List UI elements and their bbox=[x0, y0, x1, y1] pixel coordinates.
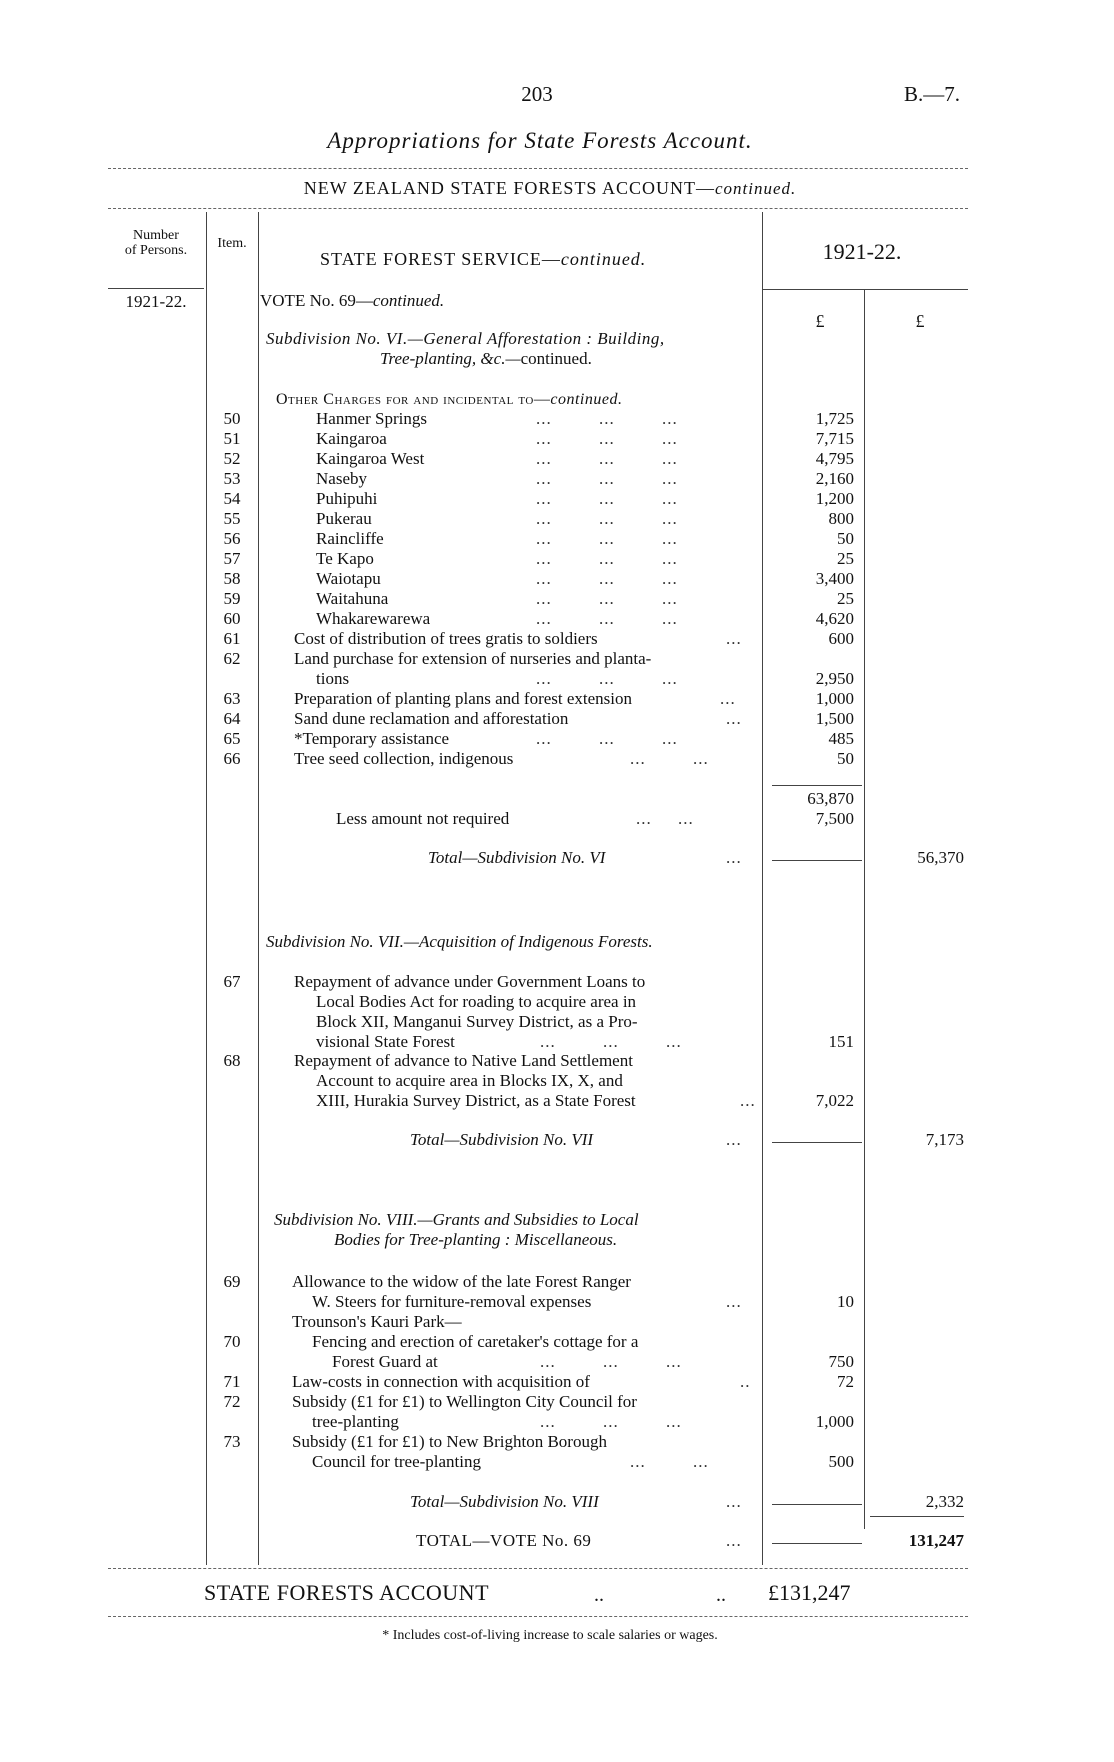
item-number: 52 bbox=[223, 449, 241, 468]
subtitle-rule bbox=[108, 208, 968, 209]
persons-header-rule bbox=[108, 288, 204, 289]
subdivision-6-total-label: Total—Subdivision No. VI bbox=[428, 848, 606, 867]
item-amount: 600 bbox=[828, 629, 854, 648]
subdivision-7-heading: Subdivision No. VII.—Acquisition of Indigenous Forests. bbox=[266, 932, 653, 951]
persons-column-header: Number of Persons. bbox=[124, 228, 188, 258]
item-description: Whakarewarewa bbox=[316, 609, 431, 628]
page-title: Appropriations for State Forests Account. bbox=[327, 128, 753, 153]
total-column-rule bbox=[864, 289, 865, 1529]
item-number: 70 bbox=[223, 1332, 241, 1351]
item-amount: 2,950 bbox=[815, 669, 854, 688]
item-column-rule bbox=[258, 212, 259, 1565]
item-amount: 1,500 bbox=[815, 709, 854, 728]
account-total-dots-right: .. bbox=[716, 1584, 726, 1606]
item-description: Preparation of planting plans and forest extension bbox=[294, 689, 633, 708]
item-description: Raincliffe bbox=[316, 529, 384, 548]
leader-dots: ... ... ... bbox=[540, 1412, 682, 1431]
item-amount: 7,022 bbox=[815, 1091, 854, 1110]
subdivision-6-subtotal: 63,870 bbox=[807, 789, 854, 808]
account-total-amount: £131,247 bbox=[768, 1580, 851, 1605]
item-description-line: Repayment of advance to Native Land Settlement bbox=[294, 1051, 633, 1070]
item-description: Kaingaroa bbox=[316, 429, 387, 448]
item-amount: 50 bbox=[837, 529, 854, 548]
leader-dots: ... ... ... bbox=[536, 729, 678, 748]
item-number: 56 bbox=[223, 529, 241, 548]
item-amount: 10 bbox=[837, 1292, 854, 1311]
less-amount-label: Less amount not required bbox=[336, 809, 510, 828]
item-number: 50 bbox=[223, 409, 241, 428]
item-description-line: Repayment of advance under Government Loans to bbox=[294, 972, 646, 991]
item-number: 58 bbox=[223, 569, 241, 588]
item-number: 65 bbox=[223, 729, 241, 748]
item-number: 69 bbox=[223, 1272, 241, 1291]
leader-dots: ... ... ... bbox=[536, 469, 678, 488]
item-description-line: Account to acquire area in Blocks IX, X, and bbox=[316, 1071, 623, 1090]
item-description-line: tree-planting bbox=[312, 1412, 399, 1431]
amount-column-rule bbox=[762, 212, 763, 1565]
item-description-line: Forest Guard at bbox=[332, 1352, 438, 1371]
item-amount: 3,400 bbox=[815, 569, 854, 588]
item-amount: 4,795 bbox=[815, 449, 854, 468]
subdivision-6-heading-cont: Tree-planting, &c.—continued. bbox=[380, 349, 592, 368]
item-description-line: Law-costs in connection with acquisition of bbox=[292, 1372, 590, 1391]
pound-sign-amounts: £ bbox=[815, 311, 825, 331]
item-amount: 1,000 bbox=[815, 689, 854, 708]
item-amount: 50 bbox=[837, 749, 854, 768]
account-total-rule-top bbox=[108, 1568, 968, 1569]
item-description: Cost of distribution of trees gratis to soldiers bbox=[294, 629, 598, 648]
item-number: 51 bbox=[223, 429, 241, 448]
item-number: 53 bbox=[223, 469, 241, 488]
subdivision-7-total-label: Total—Subdivision No. VII bbox=[410, 1130, 594, 1149]
item-number: 60 bbox=[223, 609, 241, 628]
leader-dots: ... ... ... bbox=[540, 1352, 682, 1371]
item-description-line: visional State Forest bbox=[316, 1032, 455, 1051]
item-number: 67 bbox=[223, 972, 241, 991]
item-description-line: Fencing and erection of caretaker's cottage for a bbox=[312, 1332, 639, 1351]
item-description: *Temporary assistance bbox=[294, 729, 450, 748]
service-column-header: STATE FOREST SERVICE—continued. bbox=[320, 249, 647, 269]
item-description: Waitahuna bbox=[316, 589, 389, 608]
leader-dots: ... ... ... bbox=[536, 409, 678, 428]
persons-year: 1921-22. bbox=[125, 292, 187, 311]
item-description: Tree seed collection, indigenous bbox=[294, 749, 514, 768]
item-number: 61 bbox=[223, 629, 241, 648]
item-number: 55 bbox=[223, 509, 241, 528]
item-amount: 25 bbox=[837, 549, 854, 568]
title-rule bbox=[108, 168, 968, 169]
item-column-header: Item. bbox=[217, 236, 247, 251]
item-description-line: Local Bodies Act for roading to acquire area in bbox=[316, 992, 637, 1011]
leader-dots: ... ... ... bbox=[536, 589, 678, 608]
vote-total-dots: ... bbox=[726, 1531, 742, 1550]
leader-dots: ... ... ... bbox=[536, 429, 678, 448]
item-description: Sand dune reclamation and afforestation bbox=[294, 709, 569, 728]
leader-dots: ... bbox=[726, 709, 742, 728]
item-description: Kaingaroa West bbox=[316, 449, 425, 468]
item-number: 73 bbox=[223, 1432, 241, 1451]
less-amount-value: 7,500 bbox=[815, 809, 854, 828]
item-amount: 25 bbox=[837, 589, 854, 608]
item-amount: 800 bbox=[828, 509, 854, 528]
vote-heading: VOTE No. 69—continued. bbox=[260, 291, 445, 310]
item-number: 68 bbox=[223, 1051, 241, 1070]
leader-dots: ... ... ... bbox=[540, 1032, 682, 1051]
subdivision-8-total-dots: ... bbox=[726, 1492, 742, 1511]
item-description: Te Kapo bbox=[316, 549, 374, 568]
leader-dots: ... ... ... bbox=[536, 549, 678, 568]
item-number: 64 bbox=[223, 709, 241, 728]
item-amount: 151 bbox=[828, 1032, 854, 1051]
subdivision-6-total-dots: ... bbox=[726, 848, 742, 867]
leader-dots: .. bbox=[740, 1372, 751, 1391]
item-amount: 1,725 bbox=[815, 409, 854, 428]
item-description: Land purchase for extension of nurseries and planta- bbox=[294, 649, 652, 668]
item-amount: 485 bbox=[828, 729, 854, 748]
subdivision-8-total: 2,332 bbox=[925, 1492, 964, 1511]
item-description-line: W. Steers for furniture-removal expenses bbox=[312, 1292, 592, 1311]
item-description: Waiotapu bbox=[316, 569, 381, 588]
subdivision-7-total-dots: ... bbox=[726, 1130, 742, 1149]
leader-dots: ... ... bbox=[630, 749, 709, 768]
item-description: Naseby bbox=[316, 469, 367, 488]
leader-dots: ... bbox=[720, 689, 736, 708]
item-number: 59 bbox=[223, 589, 241, 608]
subdivision-8-heading: Subdivision No. VIII.—Grants and Subsidies to Local bbox=[274, 1210, 639, 1229]
item-amount: 7,715 bbox=[815, 429, 854, 448]
item-number: 66 bbox=[223, 749, 241, 768]
item-number: 57 bbox=[223, 549, 241, 568]
vote-total-amount: 131,247 bbox=[908, 1531, 964, 1550]
subdivision-6-total: 56,370 bbox=[917, 848, 964, 867]
item-amount: 500 bbox=[828, 1452, 854, 1471]
year-header-rule bbox=[762, 289, 968, 290]
leader-dots: ... ... ... bbox=[536, 529, 678, 548]
item-number: 63 bbox=[223, 689, 241, 708]
item-number: 71 bbox=[223, 1372, 241, 1391]
vote-total-rule-top bbox=[870, 1516, 964, 1517]
less-amount-dots: ... ... bbox=[636, 809, 694, 828]
leader-dots: ... bbox=[726, 629, 742, 648]
item-amount: 4,620 bbox=[815, 609, 854, 628]
persons-column-rule bbox=[206, 212, 207, 1565]
leader-dots: ... ... ... bbox=[536, 509, 678, 528]
leader-dots: ... ... ... bbox=[536, 569, 678, 588]
leader-dots: ... bbox=[726, 1292, 742, 1311]
subdivision-6-total-rule bbox=[772, 860, 862, 861]
page-number: 203 bbox=[521, 82, 553, 106]
item-description-line: Block XII, Manganui Survey District, as a Pro- bbox=[316, 1012, 638, 1031]
item-description-line: Trounson's Kauri Park— bbox=[292, 1312, 462, 1331]
vote-total-amount-rule bbox=[772, 1543, 862, 1544]
item-amount: 750 bbox=[828, 1352, 854, 1371]
subdivision-8-heading-cont: Bodies for Tree-planting : Miscellaneous. bbox=[334, 1230, 618, 1249]
document-reference: B.—7. bbox=[904, 82, 961, 106]
footnote: * Includes cost-of-living increase to scale salaries or wages. bbox=[382, 1628, 718, 1643]
item-description-line: Allowance to the widow of the late Forest Ranger bbox=[292, 1272, 631, 1291]
pound-sign-totals: £ bbox=[915, 311, 925, 331]
item-description: Pukerau bbox=[316, 509, 372, 528]
item-amount: 2,160 bbox=[815, 469, 854, 488]
account-total-label: STATE FORESTS ACCOUNT bbox=[204, 1580, 490, 1605]
leader-dots: ... ... ... bbox=[536, 449, 678, 468]
leader-dots: ... ... ... bbox=[536, 489, 678, 508]
subdivision-6-heading: Subdivision No. VI.—General Afforestation : Building, bbox=[266, 329, 665, 348]
item-number: 54 bbox=[223, 489, 241, 508]
subdivision-8-total-rule bbox=[772, 1504, 862, 1505]
leader-dots: ... ... ... bbox=[536, 609, 678, 628]
item-description-line: Subsidy (£1 for £1) to New Brighton Borough bbox=[292, 1432, 607, 1451]
leader-dots: ... bbox=[740, 1091, 756, 1110]
item-amount: 1,000 bbox=[815, 1412, 854, 1431]
year-column-header: 1921-22. bbox=[822, 239, 902, 264]
item-description-line: XIII, Hurakia Survey District, as a State Forest bbox=[316, 1091, 636, 1110]
vote-total-label: TOTAL—VOTE No. 69 bbox=[416, 1531, 592, 1550]
item-description-line: Subsidy (£1 for £1) to Wellington City Council for bbox=[292, 1392, 637, 1411]
item-description: Puhipuhi bbox=[316, 489, 378, 508]
leader-dots: ... ... ... bbox=[536, 669, 678, 688]
item-description-cont: tions bbox=[316, 669, 350, 688]
other-charges-heading: Other Charges for and incidental to—continued. bbox=[276, 391, 623, 408]
account-total-rule-bottom bbox=[108, 1616, 968, 1617]
account-subtitle: NEW ZEALAND STATE FORESTS ACCOUNT—continued. bbox=[303, 178, 797, 198]
item-amount: 1,200 bbox=[815, 489, 854, 508]
subdivision-8-total-label: Total—Subdivision No. VIII bbox=[410, 1492, 599, 1511]
account-total-dots-left: .. bbox=[594, 1584, 604, 1606]
item-number: 62 bbox=[223, 649, 241, 668]
item-number: 72 bbox=[223, 1392, 241, 1411]
subtotal-rule bbox=[772, 785, 862, 786]
item-amount: 72 bbox=[837, 1372, 854, 1391]
subdivision-7-total: 7,173 bbox=[925, 1130, 964, 1149]
subdivision-7-total-rule bbox=[772, 1142, 862, 1143]
leader-dots: ... ... bbox=[630, 1452, 709, 1471]
item-description-line: Council for tree-planting bbox=[312, 1452, 482, 1471]
item-description: Hanmer Springs bbox=[316, 409, 427, 428]
